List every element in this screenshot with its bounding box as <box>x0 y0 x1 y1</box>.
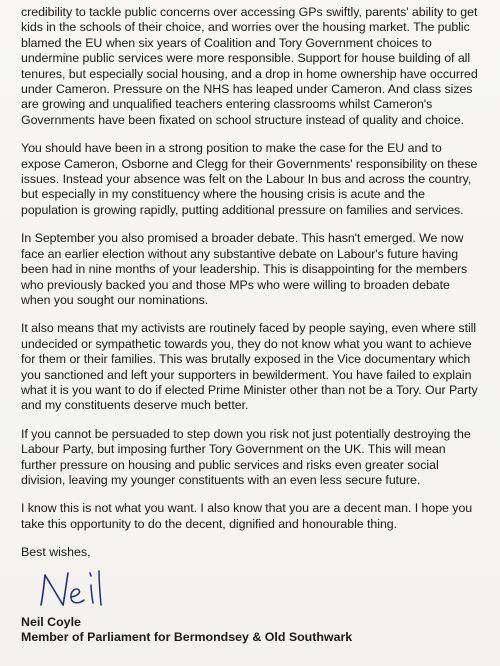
letter-paragraph-4: It also means that my activists are routinely faced by people saying, even where still undecided or sympathetic towards you, they do not know what you want to achieve for them or their families. This was brutally exposed in the Vice documentary which you sanctioned and left your supporters in bewilderment. You have failed to explain what it is you want to do if elected Prime Minister other than not be a Tory. Our Party and my constituents deserve much better. <box>21 321 478 413</box>
letter-closing: Best wishes, <box>21 545 91 560</box>
handwritten-signature <box>35 567 155 613</box>
signer-title: Member of Parliament for Bermondsey & Old Southwark <box>21 630 353 644</box>
letter-paragraph-3: In September you also promised a broader debate. This hasn't emerged. We now face an earlier election without any substantive debate on Labour's future having been had in nine months of your leadership. This is disappointing for the members who previously backed you and those MPs who were willing to broaden debate when you sought our nominations. <box>21 231 468 307</box>
letter-paragraph-1: credibility to tackle public concerns over accessing GPs swiftly, parents' ability to get kids in the schools of their choice, and worries over the housing market. The public blamed the EU when six years of Coalition and Tory Government choices to undermine public services were more responsible. Support for house building of all tenures, but especially social housing, and a drop in home ownership have occurred under Cameron. Pressure on the NHS has leaped under Cameron. And class sizes are growing and unqualified teachers entering classrooms whilst Cameron's Governments have been fixated on school structure instead of quality and choice. <box>21 5 478 127</box>
letter-paragraph-5: If you cannot be persuaded to step down you risk not just potentially destroying the Labour Party, but imposing further Tory Government on the UK. This will mean further pressure on housing and public services and risks even greater social division, leaving my younger constituents with an even less secure future. <box>21 426 471 487</box>
letter-paragraph-2: You should have been in a strong position to make the case for the EU and to expose Cameron, Osborne and Clegg for their Governments' responsibility on these issues. Instead your absence was felt on the Labour In bus and across the country, but especially in my constituency where the housing crisis is acute and the population is growing rapidly, putting additional pressure on families and services. <box>21 141 478 217</box>
letter-paragraph-6: I know this is not what you want. I also know that you are a decent man. I hope you take this opportunity to do the decent, dignified and honourable thing. <box>21 501 473 531</box>
signer-name: Neil Coyle <box>21 614 81 629</box>
